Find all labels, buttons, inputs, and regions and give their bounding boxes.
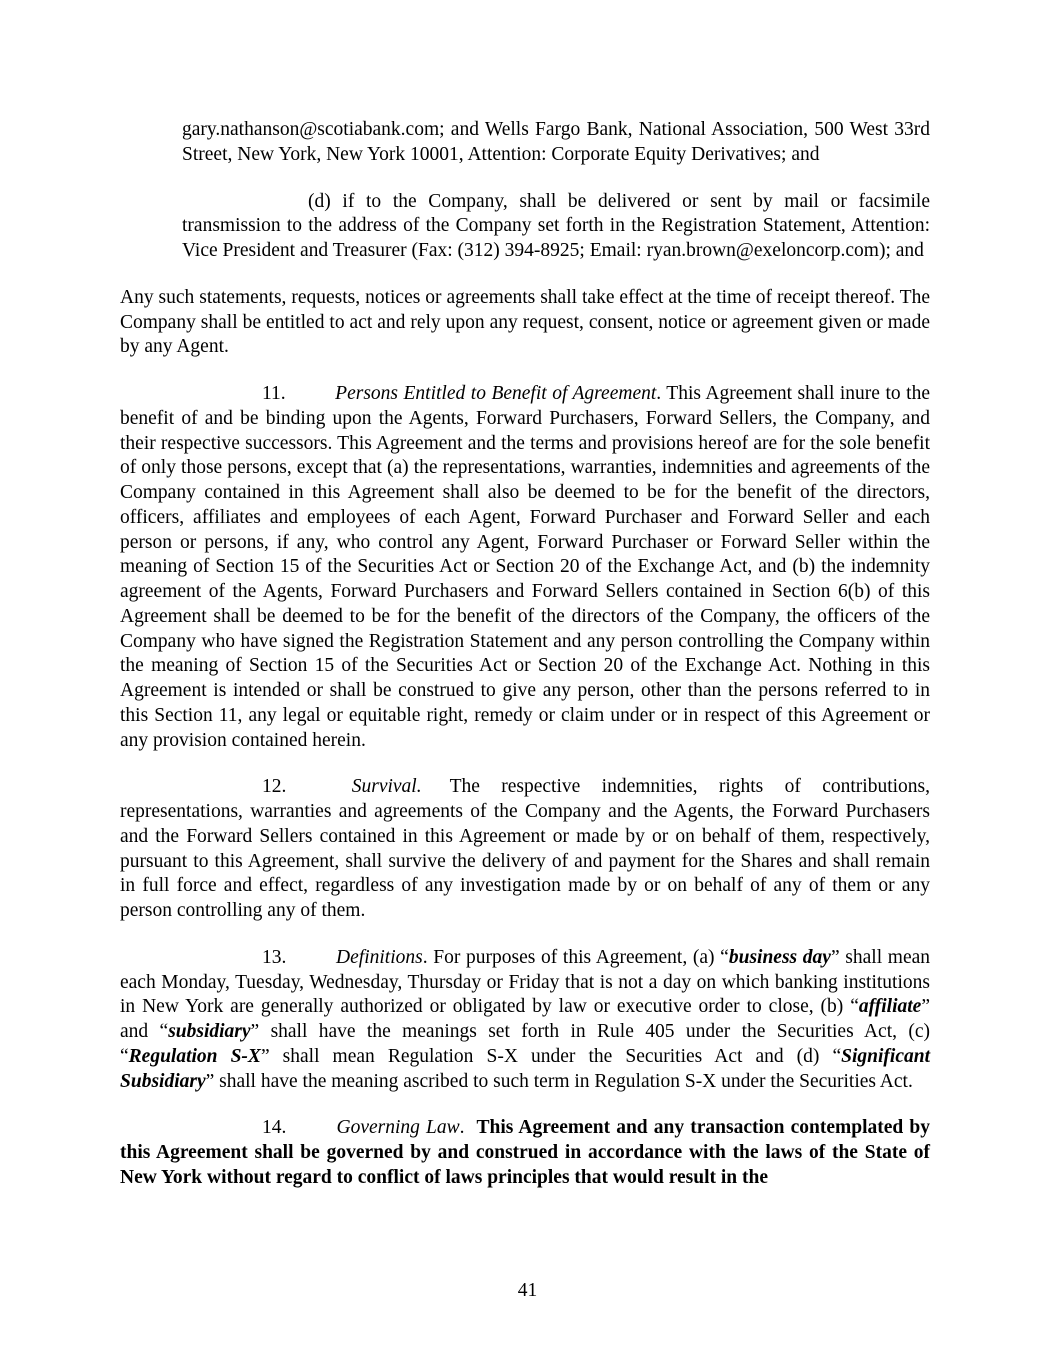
clause-d-text: if to the Company, shall be delivered or sent by mail or facsimile transmission to the address of the Company set forth in the Registration Statement, Attention: Vice President and Treasurer (Fax: (312) 394-8925; Email: ryan.brown@exeloncorp.com); and <box>182 190 930 261</box>
page-number: 41 <box>517 1280 538 1301</box>
section-13-part6: ” shall have the meaning ascribed to such term in Regulation S-X under the Securities Act. <box>205 1070 913 1092</box>
section-11-number: 11. <box>262 383 286 404</box>
section-13-part2: ” shall mean each Monday, Tuesday, Wednesday, Thursday or Friday that is not a day on which banking institutions in New York are generally authorized or obligated by law or executive order to close, (b) “ <box>120 946 931 1018</box>
section-14-number: 14. <box>262 1117 287 1139</box>
defined-term-significant-subsidiary: Significant Subsidiary <box>120 1045 931 1092</box>
section-13-part3: ” and “ <box>120 996 930 1042</box>
paragraph-section-13 <box>120 946 930 1095</box>
paragraph-section-11 <box>120 382 930 753</box>
defined-term-regulation-sx: Regulation S-X <box>128 1045 261 1067</box>
paragraph-notice-addresses <box>182 118 930 168</box>
section-14-period: . <box>459 1117 465 1139</box>
section-13-heading: Definitions <box>336 946 423 968</box>
section-12-heading: Survival. <box>351 776 422 798</box>
section-12-text: The respective indemnities, rights of contributions, representations, warranties and agreements of the Company and the Agents, the Forward Purchasers and the Forward Sellers contained in this Agreement or made by or on behalf of them, respectively, pursuant to this Agreement, shall survive the delivery of and payment for the Shares and shall remain in full force and effect, regardless of any investigation made by or on behalf of any of them or any person controlling any of them. <box>120 776 930 921</box>
paragraph-section-12 <box>120 775 930 924</box>
section-14-text: This Agreement and any transaction contemplated by this Agreement shall be governed by and construed in accordance with the laws of the State of New York without regard to conflict of laws principles that would result in the <box>120 1117 930 1188</box>
section-13-part4: ” shall have the meanings set forth in Rule 405 under the Securities Act, (c) “ <box>120 1021 930 1067</box>
effect-text: Any such statements, requests, notices or agreements shall take effect at the time of receipt thereof. The Company shall be entitled to act and rely upon any request, consent, notice or agreement given or made by any Agent. <box>120 286 930 358</box>
defined-term-subsidiary: subsidiary <box>168 1021 251 1042</box>
section-14-heading: Governing Law <box>336 1117 460 1139</box>
paragraph-effect-of-notices <box>120 286 930 360</box>
section-11-text: . This Agreement shall inure to the benefit of and be binding upon the Agents, Forward Purchasers, Forward Sellers, the Company, and their respective successors. This Agreement and the terms and provisions hereof are for the sole benefit of only those persons, except that (a) the representations, warranties, indemnities and agreements of the Company contained in this Agreement shall also be deemed to be for the benefit of the directors, officers, affiliates and employees of each Agent, Forward Purchaser and Forward Seller and each person or persons, if any, who control any Agent, Forward Purchaser or Forward Seller within the meaning of Section 15 of the Securities Act or Section 20 of the Exchange Act, and (b) the indemnity agreement of the Agents, Forward Purchasers and Forward Sellers contained in Section 6(b) of this Agreement shall be deemed to be for the benefit of the directors of the Company, the officers of the Company who have signed the Registration Statement and any person controlling the Company within the meaning of Section 15 of the Securities Act or Section 20 of the Exchange Act. Nothing in this Agreement is intended or shall be construed to give any person, other than the persons referred to in this Section 11, any legal or equitable right, remedy or claim under or in respect of this Agreement or any provision contained herein. <box>120 383 930 751</box>
section-13-part1: . For purposes of this Agreement, (a) “ <box>422 946 729 968</box>
paragraph-clause-d <box>182 190 930 264</box>
defined-term-business-day: business day <box>728 946 831 968</box>
section-11-heading: Persons Entitled to Benefit of Agreement <box>335 383 657 404</box>
notice-tail-text: gary.nathanson@scotiabank.com; and Wells Fargo Bank, National Association, 500 West 33rd Street, New York, New York 10001, Attention: Corporate Equity Derivatives; and <box>182 119 930 165</box>
page-content <box>120 118 930 1213</box>
clause-d-label: (d) <box>308 190 331 212</box>
paragraph-section-14 <box>120 1116 930 1190</box>
section-12-number: 12. <box>262 776 287 798</box>
section-13-number: 13. <box>262 946 287 968</box>
defined-term-affiliate: affiliate <box>858 996 922 1018</box>
section-13-part5: ” shall mean Regulation S-X under the Securities Act and (d) “ <box>260 1045 842 1067</box>
